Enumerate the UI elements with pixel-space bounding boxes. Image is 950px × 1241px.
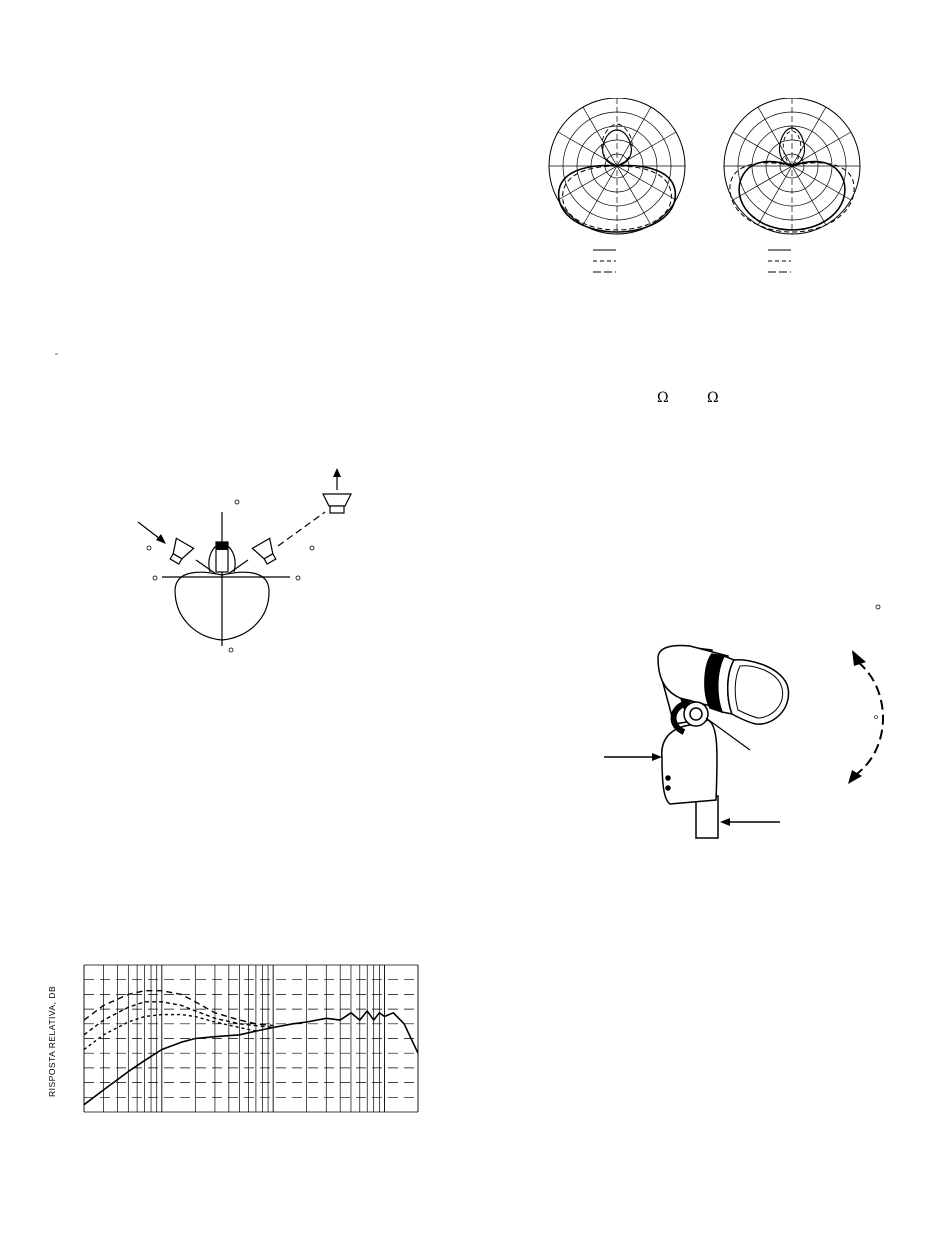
polar-pattern-2 [720,98,865,278]
series-line-4 [84,1015,256,1050]
microphone-clip-illustration [600,600,890,845]
omega-symbol-1: Ω [657,390,669,406]
speaker-placement-diagram [130,460,380,660]
series-line-3 [84,1002,273,1035]
polar-pattern-1 [545,98,690,278]
y-axis-label: RISPOSTA RELATIVA, DB [47,985,57,1097]
series-line-1 [84,1011,418,1105]
frequency-response-chart [80,960,425,1120]
series-line-2 [84,991,273,1026]
omega-symbol-2: Ω [707,390,719,406]
degree-mark: ° [55,353,58,360]
